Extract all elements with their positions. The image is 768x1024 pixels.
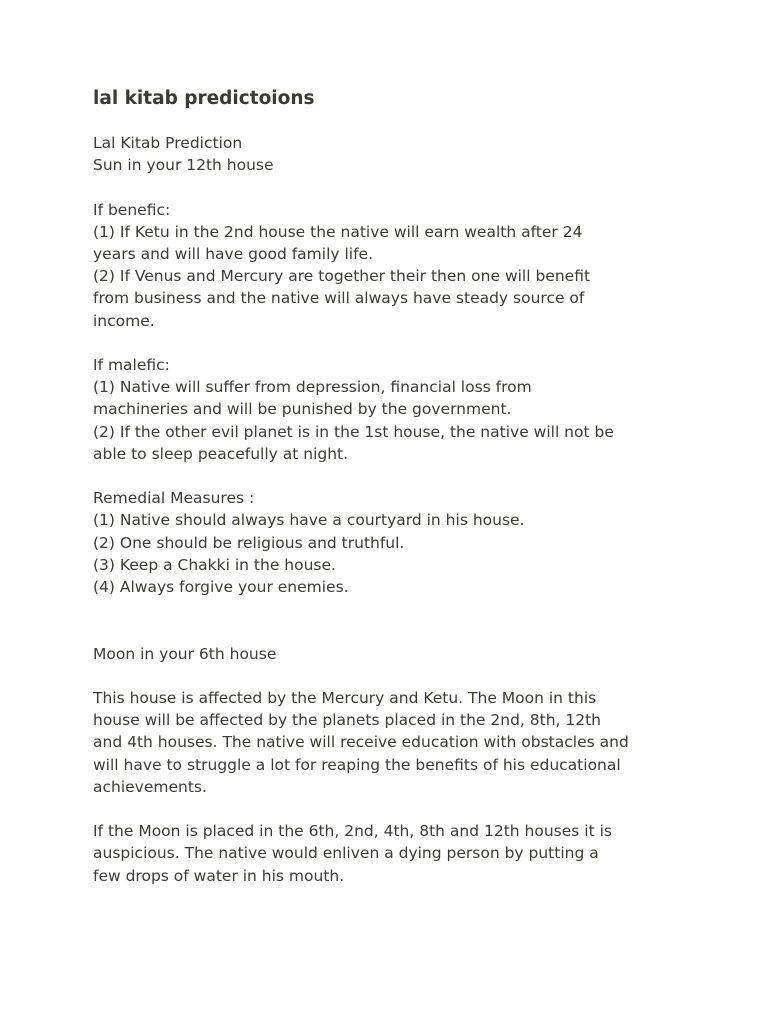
malefic-line: able to sleep peacefully at night. (93, 444, 349, 463)
benefic-line: income. (93, 311, 155, 330)
moon-paragraph-2 (93, 820, 693, 887)
document-title: lal kitab predictoions (93, 88, 315, 109)
malefic-section (93, 354, 693, 465)
moon-line: few drops of water in his mouth. (93, 866, 345, 885)
moon-house-heading: Moon in your 6th house (93, 644, 277, 663)
remedy-line: (4) Always forgive your enemies. (93, 578, 349, 597)
moon-line: If the Moon is placed in the 6th, 2nd, 4th, 8th and 12th houses it is (93, 822, 612, 841)
benefic-line: from business and the native will always have steady source of (93, 289, 585, 308)
benefic-line: years and will have good family life. (93, 245, 374, 263)
moon-heading-paragraph (93, 643, 693, 665)
remedy-line: (3) Keep a Chakki in the house. (93, 555, 336, 574)
benefic-section (93, 199, 693, 332)
moon-paragraph-1 (93, 687, 693, 798)
malefic-line: (1) Native will suffer from depression, financial loss from (93, 378, 532, 397)
moon-line: and 4th houses. The native will receive education with obstacles and (93, 733, 629, 752)
remedy-line: (2) One should be religious and truthful. (93, 533, 405, 552)
benefic-line: (1) If Ketu in the 2nd house the native will earn wealth after 24 (93, 222, 583, 241)
moon-line: auspicious. The native would enliven a dying person by putting a (93, 844, 599, 863)
benefic-line: (2) If Venus and Mercury are together their then one will benefit (93, 267, 591, 286)
malefic-line: (2) If the other evil planet is in the 1st house, the native will not be (93, 422, 614, 441)
document-page (93, 86, 693, 909)
moon-line: will have to struggle a lot for reaping the benefits of his educational (93, 755, 621, 774)
section-spacer (93, 620, 693, 642)
sun-house-heading: Sun in your 12th house (93, 156, 274, 175)
moon-line: achievements. (93, 777, 207, 796)
benefic-heading: If benefic: (93, 200, 171, 219)
malefic-heading: If malefic: (93, 356, 170, 374)
moon-line: This house is affected by the Mercury and Ketu. The Moon in this (93, 688, 597, 707)
remedy-line: (1) Native should always have a courtyard in his house. (93, 511, 525, 530)
intro-line: Lal Kitab Prediction (93, 134, 243, 152)
intro-paragraph (93, 132, 693, 176)
moon-line: house will be affected by the planets placed in the 2nd, 8th, 12th (93, 711, 602, 730)
malefic-line: machineries and will be punished by the government. (93, 400, 512, 419)
remedies-section (93, 487, 693, 598)
remedies-heading: Remedial Measures : (93, 489, 255, 508)
